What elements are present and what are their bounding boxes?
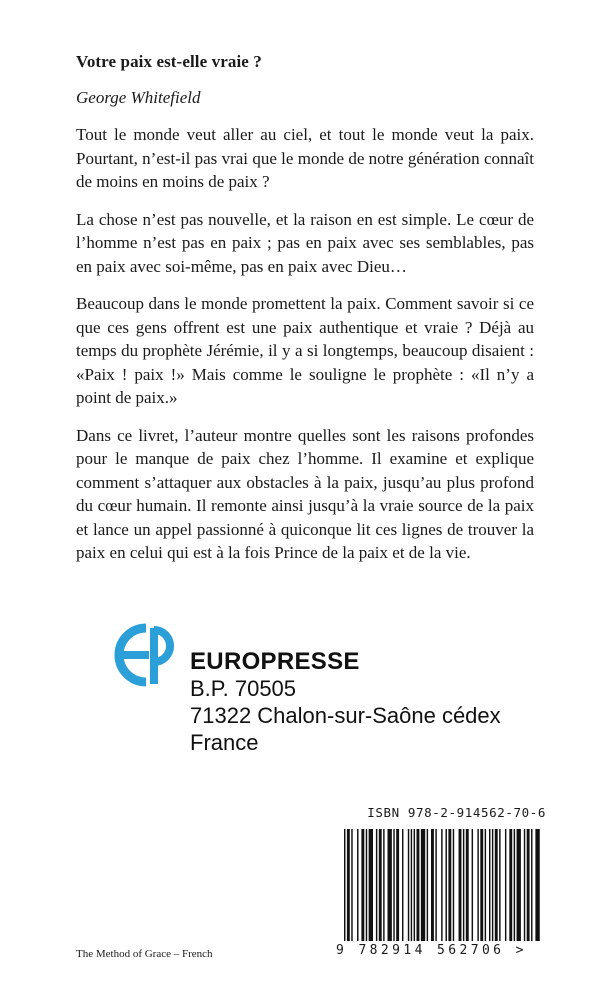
book-title: Votre paix est-elle vraie ? xyxy=(76,52,262,71)
barcode-bar xyxy=(369,829,373,941)
barcode-number: 9 782914 562706 > xyxy=(336,943,527,958)
barcode-bar xyxy=(344,829,345,941)
barcode-bar xyxy=(453,829,454,941)
barcode-bar xyxy=(417,829,420,941)
barcode-bar xyxy=(421,829,425,941)
barcode-block xyxy=(336,805,546,965)
barcode-bar xyxy=(388,829,392,941)
barcode-bar xyxy=(509,829,512,941)
barcode-bar xyxy=(524,829,525,941)
barcode-bar xyxy=(361,829,364,941)
barcode-bar xyxy=(427,829,428,941)
barcode-bar xyxy=(535,829,539,941)
barcode-bar xyxy=(485,829,486,941)
barcode-bar xyxy=(495,829,498,941)
blurb-paragraph: Dans ce livret, l’auteur montre quelles sont les raisons profondes pour le manque de paix chez l’homme. Il examine et explique comment s’attaquer aux obstacles à la paix, jusqu’au plus profond du cœur humain. Il remonte ainsi jusqu’à la vraie source de la paix et lance un appel passionné à quiconque lit ces lignes de trouver la paix en celui qui est à la fois Prince de la paix et de la vie. xyxy=(76,425,534,562)
book-author: George Whitefield xyxy=(76,88,201,107)
barcode-bar xyxy=(431,829,434,941)
publisher-country: France xyxy=(190,730,259,755)
barcode-bar xyxy=(408,829,409,941)
barcode-bar xyxy=(411,829,412,941)
barcode-bar xyxy=(472,829,473,941)
isbn-label: ISBN 978-2-914562-70-6 xyxy=(367,805,546,820)
barcode-bar xyxy=(376,829,377,941)
barcode-bar xyxy=(531,829,532,941)
barcode-bar xyxy=(366,829,367,941)
barcode-bar xyxy=(489,829,490,941)
blurb-paragraph: Beaucoup dans le monde promettent la paix. Comment savoir si ce que ces gens offrent est une paix authentique et vraie ? Déjà au temps du prophète Jérémie, il y a si longtemps, beaucoup disaient : «Paix ! paix !» Mais comme le souligne le prophète : «Il n’y a point de paix.» xyxy=(76,294,534,407)
publisher-block xyxy=(110,618,510,768)
barcode-bar xyxy=(459,829,462,941)
barcode-bar xyxy=(402,829,403,941)
barcode-bar xyxy=(477,829,478,941)
publisher-address xyxy=(190,648,501,756)
barcode-bar xyxy=(347,829,350,941)
barcode-bar xyxy=(441,829,442,941)
barcode-bar xyxy=(499,829,500,941)
blurb-paragraph: La chose n’est pas nouvelle, et la raison en est simple. Le cœur de l’homme n’est pas en paix ; pas en paix avec ses semblables, pas en paix avec soi-même, pas en paix avec Dieu… xyxy=(76,209,534,276)
barcode-bar xyxy=(514,829,515,941)
barcode-bar xyxy=(414,829,415,941)
series-note: The Method of Grace – French xyxy=(76,948,213,960)
blurb-paragraph: Tout le monde veut aller au ciel, et tout le monde veut la paix. Pourtant, n’est-il pas vrai que le monde de notre génération connaît de moins en moins de paix ? xyxy=(76,125,534,191)
barcode-bar xyxy=(435,829,436,941)
barcode-bar xyxy=(396,829,399,941)
barcode-bar xyxy=(492,829,493,941)
barcode-bar xyxy=(379,829,382,941)
barcode-bar xyxy=(383,829,384,941)
barcode-bar xyxy=(517,829,521,941)
barcode-bar xyxy=(463,829,464,941)
publisher-city: 71322 Chalon-sur-Saône cédex xyxy=(190,703,501,728)
barcode-bar xyxy=(393,829,394,941)
barcode-bar xyxy=(351,829,352,941)
barcode-bar xyxy=(357,829,358,941)
barcode-bar xyxy=(466,829,469,941)
barcode-bar xyxy=(527,829,530,941)
publisher-po-box: B.P. 70505 xyxy=(190,676,297,701)
barcode-bar xyxy=(446,829,447,941)
publisher-name: EUROPRESSE xyxy=(190,648,360,675)
barcode-bar xyxy=(448,829,451,941)
barcode-bar xyxy=(505,829,506,941)
europresse-logo-icon xyxy=(110,618,185,693)
blurb xyxy=(76,123,534,579)
barcode-bar xyxy=(480,829,483,941)
barcode-image xyxy=(336,829,546,941)
